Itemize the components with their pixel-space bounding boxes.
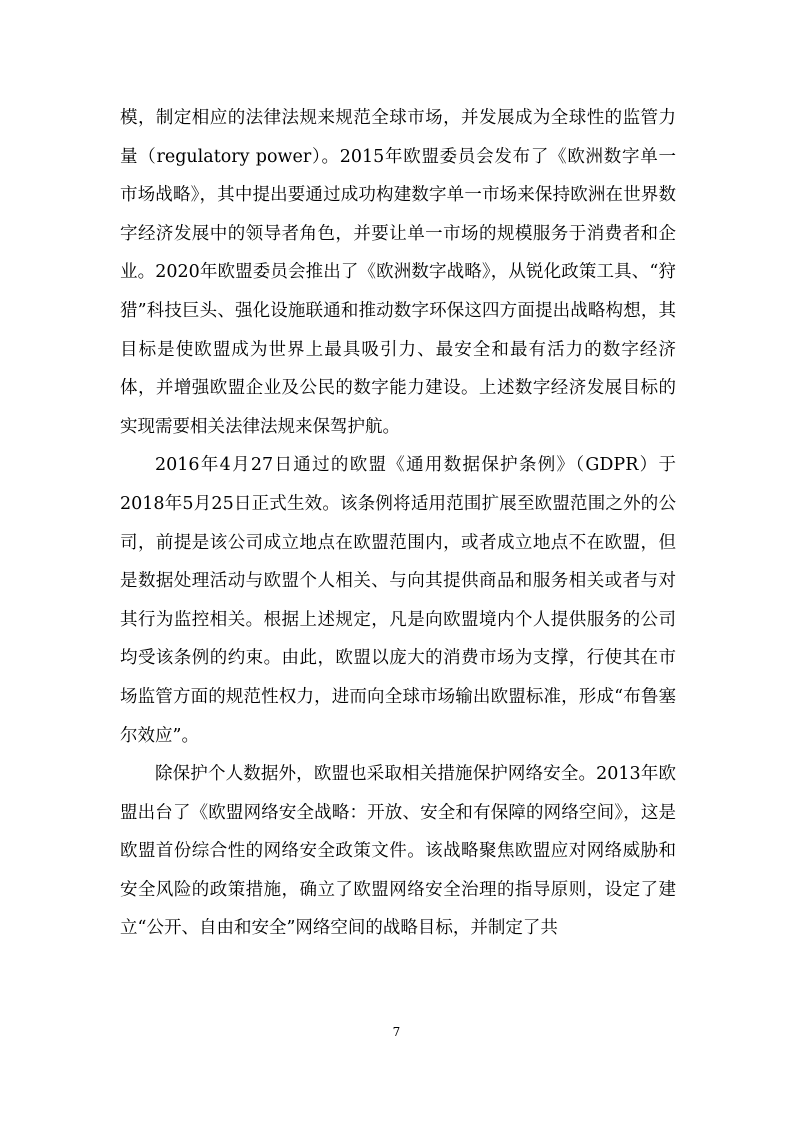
paragraph-gdpr: 2016年4月27日通过的欧盟《通用数据保护条例》（GDPR）于2018年5月25日正式生效。该条例将适用范围扩展至欧盟范围之外的公司，前提是该公司成立地点在欧盟范围内，或者成立地点不在欧盟，但是数据处理活动与欧盟个人相关、与向其提供商品和服务相关或者与对其行为监控相关。根据上述规定，凡是向欧盟境内个人提供服务的公司均受该条例的约束。由此，欧盟以庞大的消费市场为支撑，行使其在市场监管方面的规范性权力，进而向全球市场输出欧盟标准，形成“布鲁塞尔效应”。	[120, 455, 676, 746]
paragraph-cybersecurity: 除保护个人数据外，欧盟也采取相关措施保护网络安全。2013年欧盟出台了《欧盟网络安全战略：开放、安全和有保障的网络空间》，这是欧盟首份综合性的网络安全政策文件。该战略聚焦欧盟应对网络威胁和安全风险的政策措施，确立了欧盟网络安全治理的指导原则，设定了建立“公开、自由和安全”网络空间的战略目标，并制定了共	[120, 764, 676, 939]
paragraph-continued: 模，制定相应的法律法规来规范全球市场，并发展成为全球性的监管力量（regulatory power）。2015年欧盟委员会发布了《欧洲数字单一市场战略》，其中提出要通过成功构建数字单一市场来保持欧洲在世界数字经济发展中的领导者角色，并要让单一市场的规模服务于消费者和企业。2020年欧盟委员会推出了《欧洲数字战略》，从锐化政策工具、“狩猎”科技巨头、强化设施联通和推动数字环保这四方面提出战略构想，其目标是使欧盟成为世界上最具吸引力、最安全和最有活力的数字经济体，并增强欧盟企业及公民的数字能力建设。上述数字经济发展目标的实现需要相关法律法规来保驾护航。	[120, 108, 676, 437]
document-body	[120, 99, 676, 948]
page-number: 7	[392, 1025, 401, 1039]
